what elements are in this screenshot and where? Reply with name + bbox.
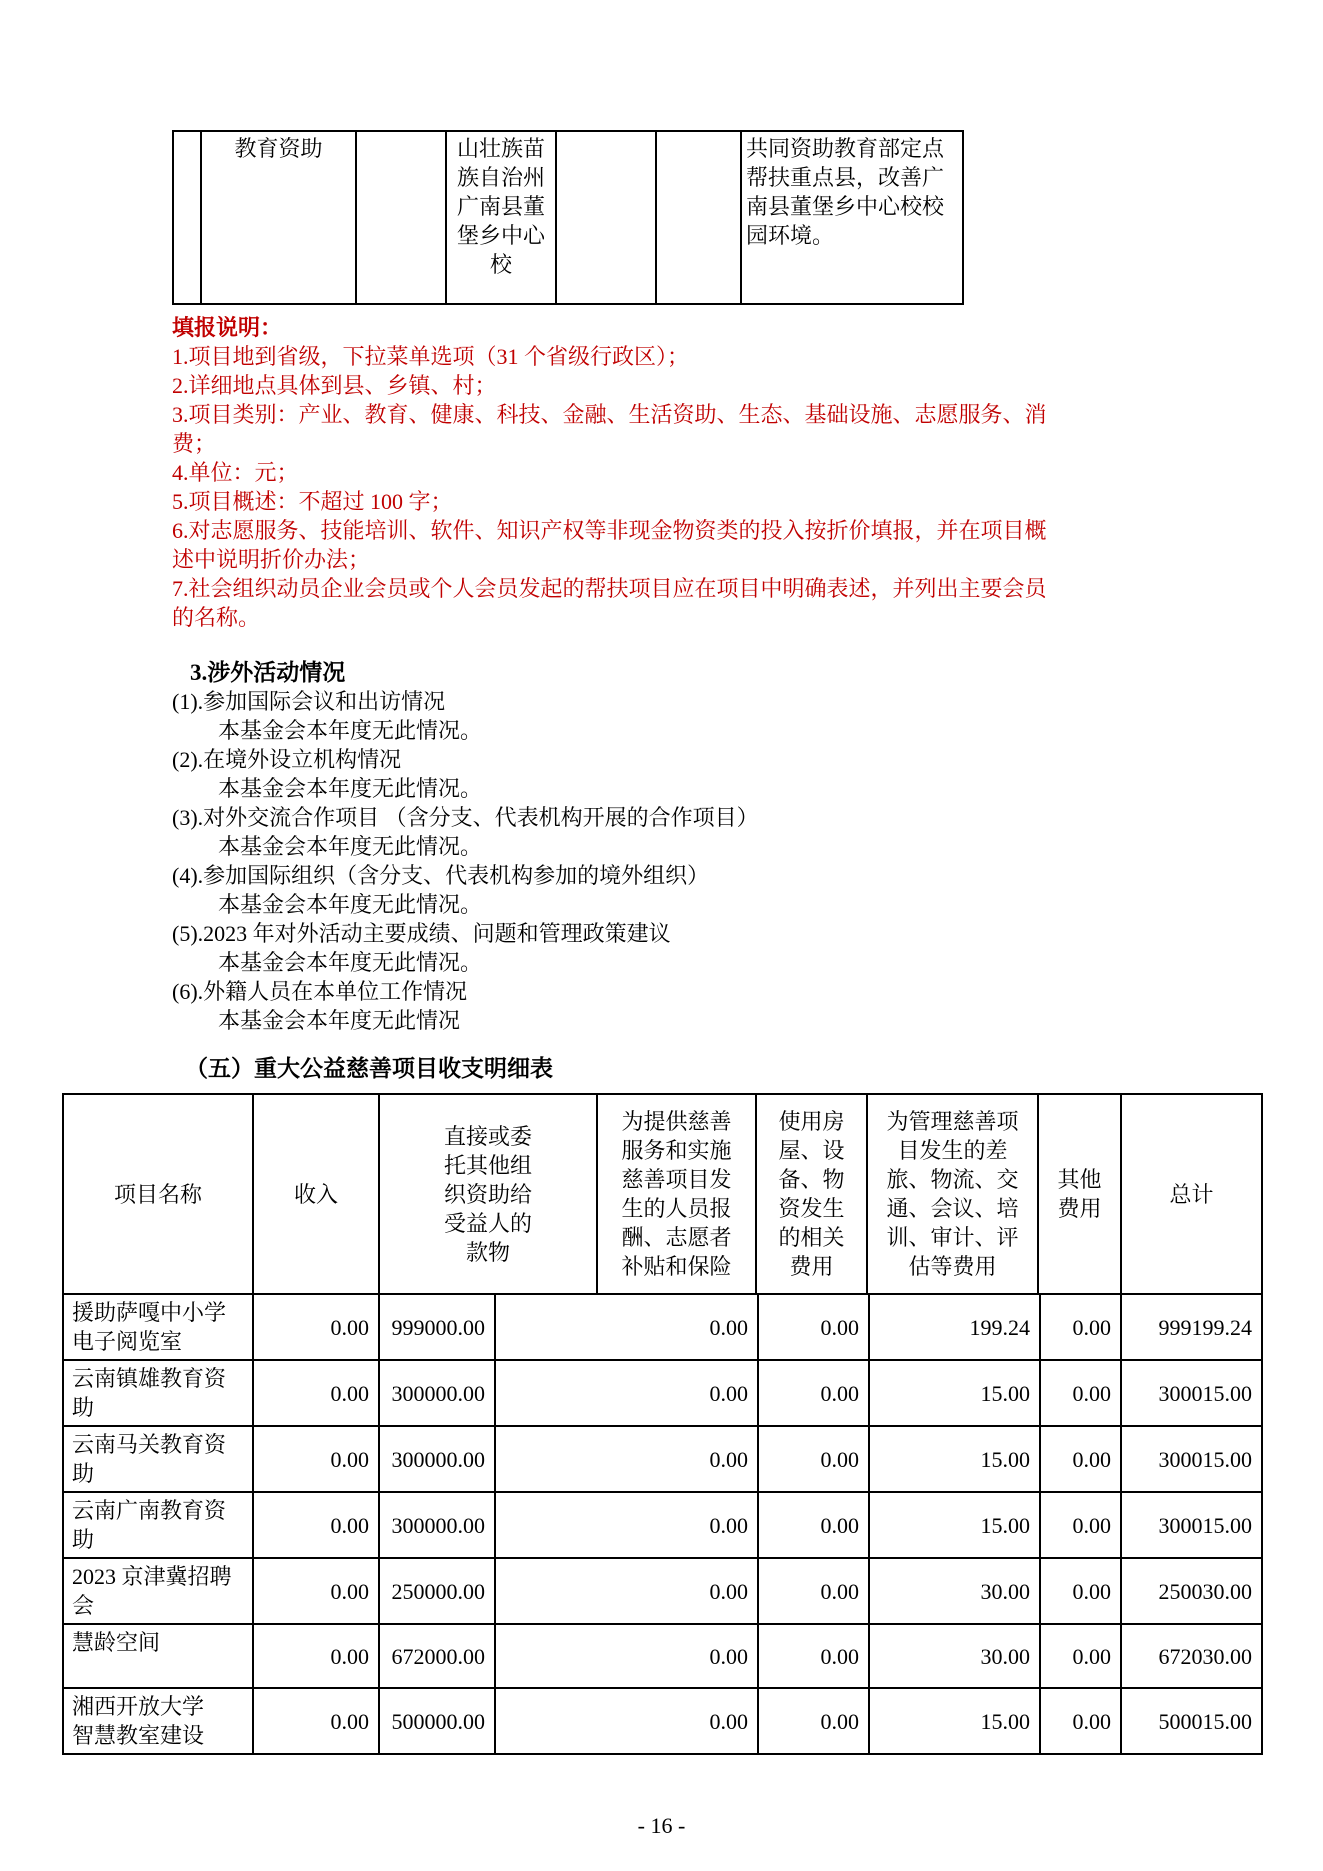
foreign-activities-list — [172, 687, 1162, 1035]
filling-note-line: 2.详细地点具体到县、乡镇、村； — [172, 373, 497, 398]
table-row — [63, 1426, 1262, 1492]
table-row — [63, 1624, 1262, 1688]
project-name-line: 智慧教室建设 — [72, 1723, 205, 1748]
column-header-text: 总计 — [1169, 1181, 1214, 1207]
amount-cell: 0.00 — [758, 1688, 869, 1754]
filling-notes — [172, 313, 1160, 632]
amount-cell: 250000.00 — [379, 1558, 495, 1624]
amount-cell: 0.00 — [758, 1294, 869, 1360]
filling-notes-items — [172, 342, 1160, 632]
amount-cell: 300000.00 — [379, 1360, 495, 1426]
amount-cell: 30.00 — [869, 1624, 1040, 1688]
activity-item-label: (2).在境外设立机构情况 — [172, 747, 402, 772]
amount-cell: 672030.00 — [1121, 1624, 1262, 1688]
amount-cell: 0.00 — [758, 1558, 869, 1624]
filling-note-line: 3.项目类别：产业、教育、健康、科技、金融、生活资助、生态、基础设施、志愿服务、消 — [172, 402, 1047, 427]
amount-cell: 0.00 — [1040, 1492, 1121, 1558]
project-name-line: 云南镇雄教育资助 — [72, 1366, 227, 1420]
project-table — [62, 1293, 1263, 1755]
table-row — [63, 1492, 1262, 1558]
amount-cell: 30.00 — [869, 1558, 1040, 1624]
column-header — [756, 1094, 867, 1294]
activity-item-label: (1).参加国际会议和出访情况 — [172, 689, 446, 714]
amount-cell: 0.00 — [253, 1492, 379, 1558]
amount-cell: 999000.00 — [379, 1294, 495, 1360]
column-header — [867, 1094, 1038, 1294]
amount-cell: 0.00 — [253, 1558, 379, 1624]
filling-note-line: 的名称。 — [172, 605, 261, 630]
activity-item-note: 本基金会本年度无此情况。 — [218, 718, 483, 743]
column-header-text: 其他费用 — [1057, 1167, 1102, 1221]
table-row — [63, 1294, 1262, 1360]
filling-note-item — [172, 342, 1160, 371]
amount-cell: 999199.24 — [1121, 1294, 1262, 1360]
column-header — [1038, 1094, 1121, 1294]
column-header — [379, 1094, 597, 1294]
amount-cell: 500000.00 — [379, 1688, 495, 1754]
amount-cell: 300000.00 — [379, 1426, 495, 1492]
foreign-activities-title: 3.涉外活动情况 — [190, 660, 346, 685]
project-name-line: 慧龄空间 — [72, 1630, 161, 1655]
column-header — [597, 1094, 756, 1294]
filling-note-line: 4.单位：元； — [172, 460, 299, 485]
amount-cell: 300015.00 — [1121, 1492, 1262, 1558]
amount-cell: 0.00 — [1040, 1294, 1121, 1360]
amount-cell: 0.00 — [495, 1492, 758, 1558]
filling-note-line: 5.项目概述：不超过 100 字； — [172, 489, 453, 514]
amount-cell: 15.00 — [869, 1688, 1040, 1754]
amount-cell: 0.00 — [495, 1688, 758, 1754]
project-table-body — [63, 1294, 1262, 1754]
filling-note-item — [172, 516, 1160, 574]
filling-note-line: 费； — [172, 431, 217, 456]
filling-note-item — [172, 487, 1160, 516]
major-table-title: （五）重大公益慈善项目收支明细表 — [185, 1056, 553, 1081]
amount-cell: 300015.00 — [1121, 1360, 1262, 1426]
column-header — [63, 1094, 253, 1294]
project-name-cell — [63, 1360, 253, 1426]
project-desc-cell: 共同资助教育部定点帮扶重点县，改善广南县董堡乡中心校校园环境。 — [741, 131, 963, 304]
empty-cell — [356, 131, 446, 304]
project-table-header — [62, 1093, 1263, 1295]
amount-cell: 0.00 — [495, 1426, 758, 1492]
filling-note-item — [172, 400, 1160, 458]
project-name-line: 援助萨嘎中小学 — [72, 1300, 227, 1325]
amount-cell: 0.00 — [1040, 1426, 1121, 1492]
filling-note-line: 1.项目地到省级，下拉菜单选项（31 个省级行政区）； — [172, 344, 690, 369]
amount-cell: 0.00 — [1040, 1624, 1121, 1688]
amount-cell: 0.00 — [758, 1360, 869, 1426]
amount-cell: 0.00 — [253, 1624, 379, 1688]
filling-notes-title: 填报说明： — [172, 315, 283, 340]
project-name-line: 云南马关教育资助 — [72, 1432, 227, 1486]
activity-item-note: 本基金会本年度无此情况。 — [218, 892, 483, 917]
amount-cell: 250030.00 — [1121, 1558, 1262, 1624]
seq-cell — [173, 131, 201, 304]
project-name-line: 湘西开放大学 — [72, 1694, 205, 1719]
filling-note-line: 7.社会组织动员企业会员或个人会员发起的帮扶项目应在项目中明确表述，并列出主要会员 — [172, 576, 1047, 601]
filling-note-item — [172, 371, 1160, 400]
project-place-cell: 山壮族苗族自治州广南县董堡乡中心校 — [446, 131, 556, 304]
activity-item-note: 本基金会本年度无此情况。 — [218, 950, 483, 975]
column-header-text: 为提供慈善服务和实施慈善项目发生的人员报酬、志愿者补贴和保险 — [621, 1109, 732, 1279]
project-name-cell — [63, 1624, 253, 1688]
amount-cell: 15.00 — [869, 1426, 1040, 1492]
amount-cell: 0.00 — [1040, 1360, 1121, 1426]
filling-note-line: 述中说明折价办法； — [172, 547, 371, 572]
project-name-line: 2023 京津冀招聘会 — [72, 1564, 232, 1618]
project-type-cell: 教育资助 — [201, 131, 356, 304]
amount-cell: 0.00 — [758, 1426, 869, 1492]
amount-cell: 15.00 — [869, 1492, 1040, 1558]
amount-cell: 0.00 — [758, 1624, 869, 1688]
activity-item-note: 本基金会本年度无此情况。 — [218, 834, 483, 859]
activity-item-label: (3).对外交流合作项目 （含分支、代表机构开展的合作项目） — [172, 805, 759, 830]
page-number: - 16 - — [637, 1813, 686, 1838]
amount-cell: 0.00 — [495, 1624, 758, 1688]
column-header-text: 项目名称 — [113, 1181, 202, 1207]
table-row — [63, 1360, 1262, 1426]
amount-cell: 0.00 — [1040, 1688, 1121, 1754]
amount-cell: 0.00 — [495, 1360, 758, 1426]
amount-cell: 0.00 — [495, 1294, 758, 1360]
column-header-text: 为管理慈善项目发生的差旅、物流、交通、会议、培训、审计、评估等费用 — [886, 1109, 1019, 1279]
amount-cell: 0.00 — [253, 1688, 379, 1754]
foreign-activities — [172, 658, 1162, 1035]
project-name-cell — [63, 1426, 253, 1492]
project-table-header-row — [63, 1094, 1262, 1294]
amount-cell: 672000.00 — [379, 1624, 495, 1688]
project-name-cell — [63, 1558, 253, 1624]
filling-note-item — [172, 458, 1160, 487]
amount-cell: 300000.00 — [379, 1492, 495, 1558]
amount-cell: 0.00 — [758, 1492, 869, 1558]
column-header-text: 使用房屋、设备、物资发生的相关费用 — [778, 1109, 845, 1279]
project-name-cell — [63, 1294, 253, 1360]
activity-item-label: (4).参加国际组织（含分支、代表机构参加的境外组织） — [172, 863, 710, 888]
project-name-cell — [63, 1688, 253, 1754]
filling-note-line: 6.对志愿服务、技能培训、软件、知识产权等非现金物资类的投入按折价填报，并在项目概 — [172, 518, 1047, 543]
column-header — [253, 1094, 379, 1294]
amount-cell: 0.00 — [253, 1426, 379, 1492]
activity-item-label: (5).2023 年对外活动主要成绩、问题和管理政策建议 — [172, 921, 671, 946]
activity-item-label: (6).外籍人员在本单位工作情况 — [172, 979, 468, 1004]
project-name-cell — [63, 1492, 253, 1558]
filling-note-item — [172, 574, 1160, 632]
amount-cell: 0.00 — [253, 1360, 379, 1426]
empty-cell — [556, 131, 656, 304]
amount-cell: 0.00 — [495, 1558, 758, 1624]
project-name-line: 电子阅览室 — [72, 1329, 183, 1354]
amount-cell: 199.24 — [869, 1294, 1040, 1360]
project-name-line: 云南广南教育资助 — [72, 1498, 227, 1552]
column-header-text: 收入 — [293, 1181, 338, 1207]
continuation-table-row — [173, 131, 963, 304]
amount-cell: 300015.00 — [1121, 1426, 1262, 1492]
empty-cell — [656, 131, 741, 304]
table-row — [63, 1558, 1262, 1624]
amount-cell: 15.00 — [869, 1360, 1040, 1426]
amount-cell: 0.00 — [1040, 1558, 1121, 1624]
continuation-table — [172, 130, 964, 305]
column-header-text: 直接或委托其他组织资助给受益人的款物 — [443, 1123, 532, 1265]
activity-item-note: 本基金会本年度无此情况。 — [218, 776, 483, 801]
activity-item-note: 本基金会本年度无此情况 — [218, 1008, 461, 1033]
column-header — [1121, 1094, 1262, 1294]
amount-cell: 0.00 — [253, 1294, 379, 1360]
table-row — [63, 1688, 1262, 1754]
amount-cell: 500015.00 — [1121, 1688, 1262, 1754]
